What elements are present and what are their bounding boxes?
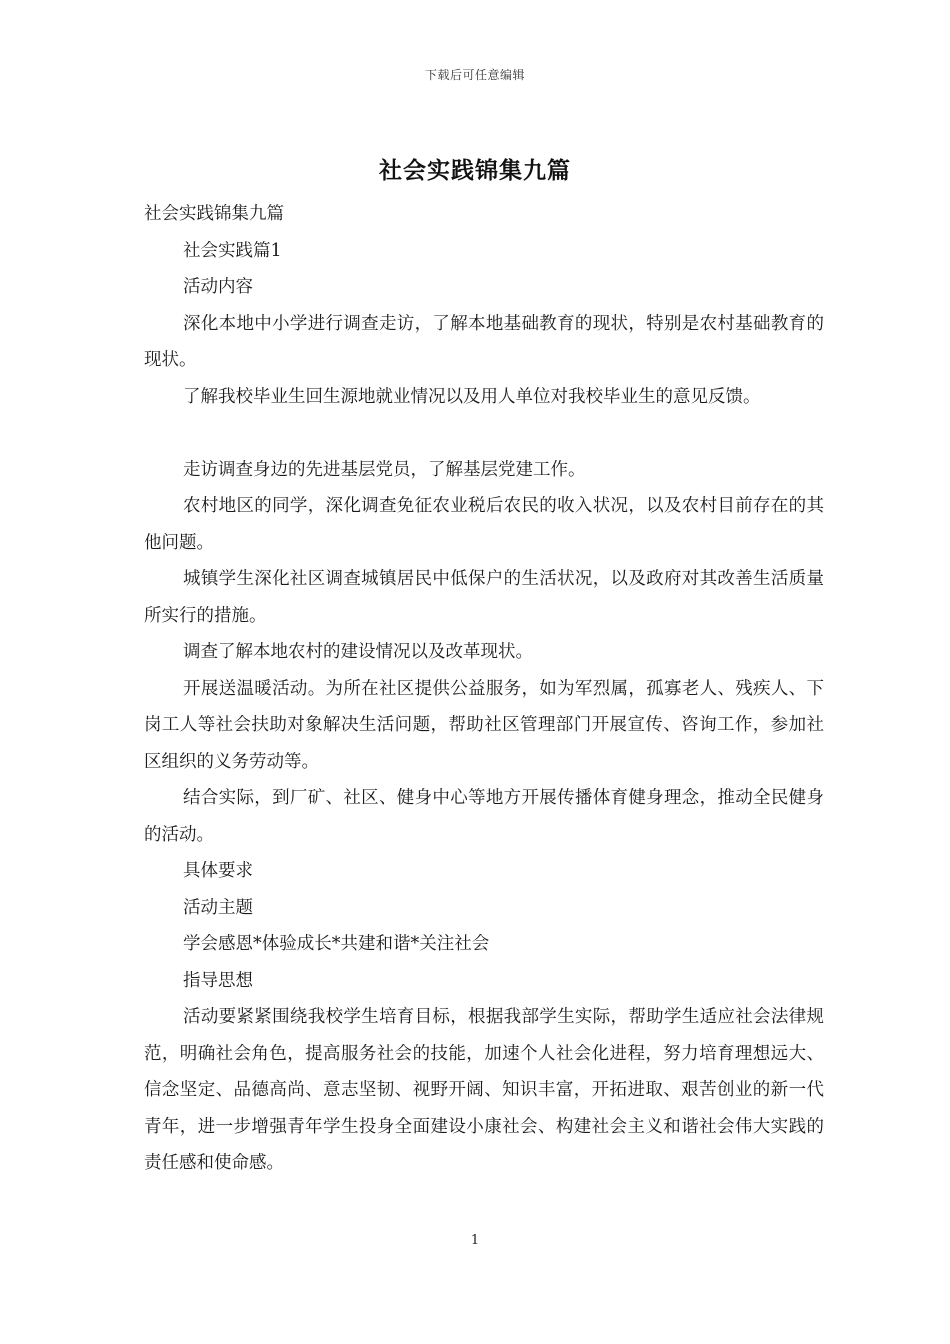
section-heading: 具体要求 (183, 861, 253, 881)
header-note: 下载后可任意编辑 (424, 68, 525, 82)
section-heading: 活动主题 (183, 897, 253, 918)
paragraph: 农村地区的同学，深化调查免征农业税后农民的收入状况，以及农村目前存在的其他问题。 (144, 496, 824, 553)
document-body (144, 196, 824, 1182)
paragraph: 城镇学生深化社区调查城镇居民中低保户的生活状况，以及政府对其改善生活质量所实行的措施。 (144, 569, 824, 626)
paragraph: 社会实践篇1 (183, 240, 282, 261)
section-heading: 指导思想 (183, 970, 253, 991)
paragraph: 社会实践锦集九篇 (144, 204, 284, 224)
page-number: 1 (470, 1233, 480, 1248)
document-title: 社会实践锦集九篇 (379, 157, 571, 184)
paragraph: 活动要紧紧围绕我校学生培育目标，根据我部学生实际，帮助学生适应社会法律规范，明确社会角色，提高服务社会的技能，加速个人社会化进程，努力培育理想远大、信念坚定、品德高尚、意志坚韧、视野开阔、知识丰富，开拓进取、艰苦创业的新一代青年，进一步增强青年学生投身全面建设小康社会、构建社会主义和谐社会伟大实践的责任感和使命感。 (144, 1007, 824, 1173)
paragraph: 了解我校毕业生回生源地就业情况以及用人单位对我校毕业生的意见反馈。 (183, 386, 761, 407)
paragraph: 学会感恩*体验成长*共建和谐*关注社会 (183, 934, 490, 954)
paragraph: 活动内容 (183, 277, 253, 297)
paragraph: 调查了解本地农村的建设情况以及改革现状。 (183, 642, 533, 662)
blank-line (144, 415, 824, 452)
paragraph: 走访调查身边的先进基层党员，了解基层党建工作。 (183, 459, 586, 480)
paragraph: 结合实际，到厂矿、社区、健身中心等地方开展传播体育健身理念，推动全民健身的活动。 (144, 788, 824, 845)
paragraph: 深化本地中小学进行调查走访，了解本地基础教育的现状，特别是农村基础教育的现状。 (144, 313, 824, 370)
paragraph: 开展送温暖活动。为所在社区提供公益服务，如为军烈属，孤寡老人、残疾人、下岗工人等社会扶助对象解决生活问题，帮助社区管理部门开展宣传、咨询工作，参加社区组织的义务劳动等。 (144, 678, 824, 772)
